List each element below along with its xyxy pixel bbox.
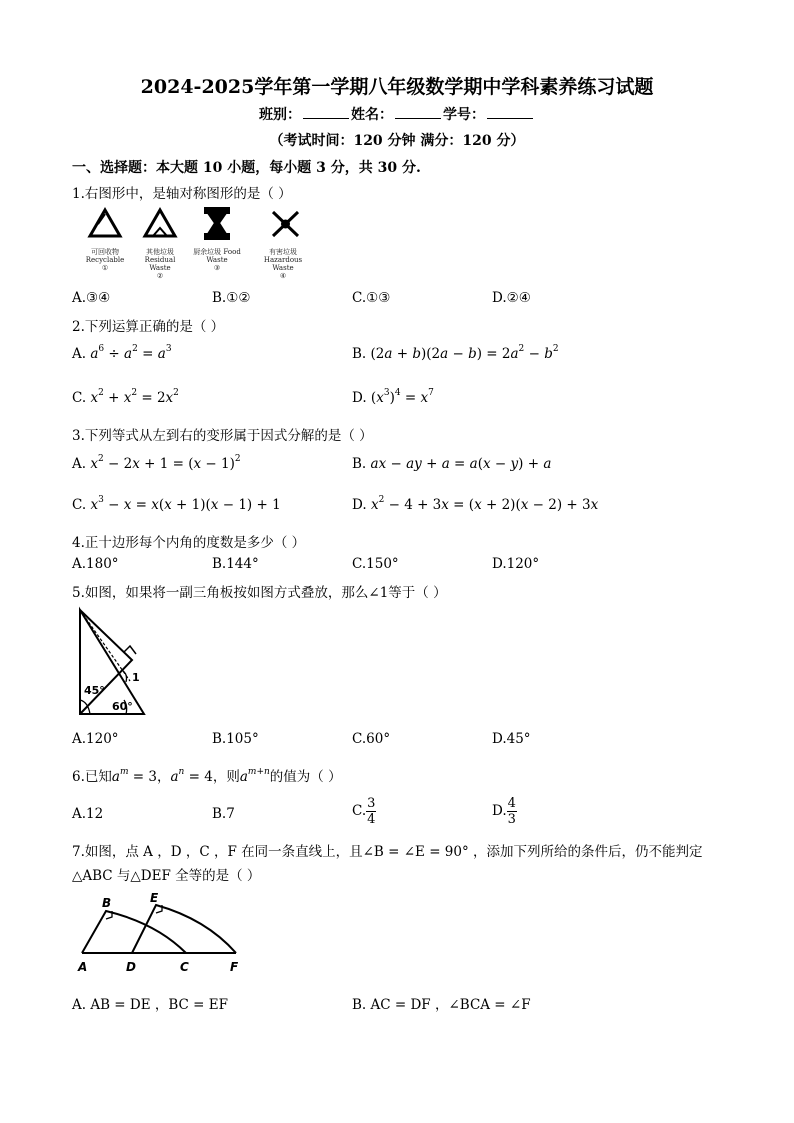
q3-option-a[interactable]: A. $x^2 - 2x + 1 = (x - 1)^2$ [72,454,241,472]
icon-label-4: 有害垃圾 Hazardous Waste ④ [263,248,303,280]
q4-option-d[interactable]: D.120° [492,556,540,572]
student-info-line [0,104,794,124]
id-label: 学号： [443,107,485,123]
q2-option-c[interactable]: C. $x^2 + x^2 = 2x^2$ [72,388,179,406]
fraction-4-3: $\frac{4}{3}$ [507,796,516,827]
q1-option-d[interactable]: D.②④ [492,290,531,306]
recyclable-icon [90,210,120,236]
q6-option-a[interactable]: A.12 [72,806,104,822]
q5-option-c[interactable]: C.60° [352,731,391,747]
name-label: 姓名： [351,107,393,123]
angle-45-label: 45° [84,684,105,697]
q3-option-b[interactable]: B. ax − ay + a = a(x − y) + a [352,456,552,472]
q3-option-c[interactable]: C. $x^3 - x = x(x + 1)(x - 1) + 1$ [72,495,281,513]
exam-meta: （考试时间：120 分钟 满分：120 分） [269,133,525,149]
id-blank[interactable] [487,106,533,119]
label-e: E [150,893,159,905]
q2-option-a[interactable]: A. $a^6 \div a^2 = a^3$ [72,344,172,362]
q6-option-c[interactable]: C. $\frac{3}{4}$ [352,796,376,827]
q5-option-d[interactable]: D.45° [492,731,531,747]
triangle-def [132,905,236,953]
q6-option-d[interactable]: D. $\frac{4}{3}$ [492,796,516,827]
q4-option-a[interactable]: A.180° [72,556,119,572]
q7-option-a[interactable]: A. AB = DE ，BC = EF [72,997,228,1013]
q1-option-b[interactable]: B.①② [212,290,251,306]
question-5-figure [72,604,162,723]
congruent-triangles-diagram [74,893,254,978]
label-d: D [126,960,136,974]
q6-option-b[interactable]: B.7 [212,806,235,822]
question-3-stem: 3.下列等式从左到右的变形属于因式分解的是（ ） [72,428,373,444]
label-a: A [78,960,88,974]
question-7-figure [74,893,254,982]
q1-option-c[interactable]: C.①③ [352,290,391,306]
question-7-stem-line1: 7.如图，点 A ，D ，C ，F 在同一条直线上，且∠B = ∠E = 90° ，添加下列所给的条件后，仍不能判定 [72,844,703,860]
q2-option-b[interactable]: B. $(2a + b)(2a - b) = 2a^2 - b^2$ [352,344,559,362]
triangle-45 [80,610,132,714]
question-1-stem: 1.右图形中，是轴对称图形的是（ ） [72,186,292,202]
q2-option-d[interactable]: D. $(x^3)^4 = x^7$ [352,388,434,406]
icon-label-2: 其他垃圾 Residual Waste ② [144,248,176,280]
q3-option-d[interactable]: D. $x^2 - 4 + 3x = (x + 2)(x - 2) + 3x$ [352,495,599,513]
question-5-stem: 5.如图，如果将一副三角板按如图方式叠放，那么∠1等于（ ） [72,585,447,601]
page-title: 2024-2025学年第一学期八年级数学期中学科素养练习试题 [140,76,654,98]
class-label: 班别： [259,107,301,123]
triangle-rulers-diagram [72,604,162,719]
q7-option-b[interactable]: B. AC = DF ，∠BCA = ∠F [352,997,531,1013]
angle-60-label: 60° [112,700,133,713]
question-4-stem: 4.正十边形每个内角的度数是多少（ ） [72,535,306,551]
icon-label-3: 厨余垃圾 Food Waste ③ [193,248,241,272]
section-heading: 一、选择题：本大题 10 小题，每小题 3 分，共 30 分. [72,160,421,176]
fraction-3-4: $\frac{3}{4}$ [367,796,376,827]
angle-1-label: 1 [132,671,140,684]
question-1-figure [80,204,340,280]
question-6-stem: 6.已知$a^m = 3$，$a^n = 4$，则$a^{m+n}$的值为（ ） [72,767,342,785]
food-waste-icon [205,208,229,239]
q5-option-a[interactable]: A.120° [72,731,119,747]
triangle-abc [82,911,186,953]
question-2-stem: 2.下列运算正确的是（ ） [72,319,225,335]
label-b: B [102,896,112,910]
name-blank[interactable] [395,106,441,119]
residual-waste-icon [145,210,175,236]
hazardous-waste-icon [273,212,298,236]
icon-label-1: 可回收物 Recyclable ① [85,248,125,272]
triangle-60 [80,610,144,714]
q5-option-b[interactable]: B.105° [212,731,259,747]
question-7-stem-line2: △ABC 与△DEF 全等的是（ ） [72,868,261,884]
q1-option-a[interactable]: A.③④ [72,290,111,306]
label-c: C [180,960,189,974]
label-f: F [230,960,239,974]
class-blank[interactable] [303,106,349,119]
q4-option-c[interactable]: C.150° [352,556,399,572]
q4-option-b[interactable]: B.144° [212,556,259,572]
